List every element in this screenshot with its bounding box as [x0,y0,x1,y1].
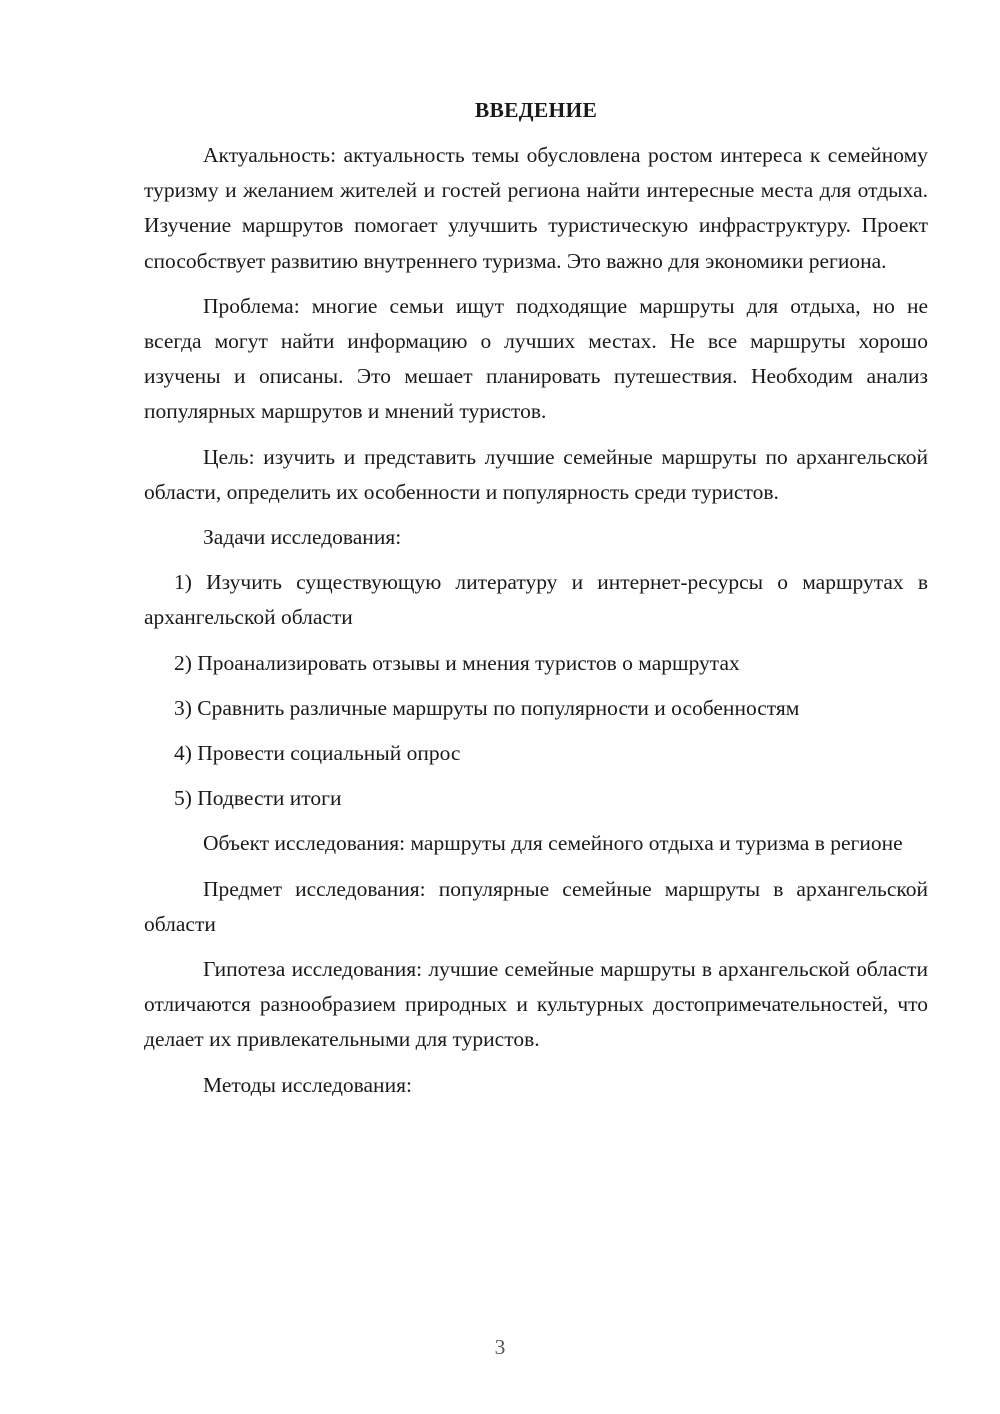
task-item: 2) Проанализировать отзывы и мнения туристов о маршрутах [174,650,740,675]
task-item: 3) Сравнить различные маршруты по популярности и особенностям [174,695,800,720]
page-number: 3 [494,1335,506,1359]
task-item: 5) Подвести итоги [174,786,342,811]
object-paragraph: Объект исследования: маршруты для семейного отдыха и туризма в регионе [203,831,903,856]
section-heading: ВВЕДЕНИЕ [474,98,598,122]
goal-paragraph: Цель: изучить и представить лучшие семейные маршруты по архангельской области, определить их особенности и популярность среди туристов. [144,444,928,504]
subject-paragraph: Предмет исследования: популярные семейные маршруты в архангельской области [144,876,928,936]
problem-paragraph: Проблема: многие семьи ищут подходящие маршруты для отдыха, но не всегда могут найти информацию о лучших местах. Не все маршруты хорошо изучены и описаны. Это мешает планировать путешествия. Необходим анализ популярных маршрутов и мнений туристов. [144,293,928,424]
relevance-paragraph: Актуальность: актуальность темы обусловлена ростом интереса к семейному туризму и желанием жителей и гостей региона найти интересные места для отдыха. Изучение маршрутов помогает улучшить туристическую инфраструктуру. Проект способствует развитию внутреннего туризма. Это важно для экономики региона. [144,143,928,273]
hypothesis-paragraph: Гипотеза исследования: лучшие семейные маршруты в архангельской области отличаются разнообразием природных и культурных достопримечательностей, что делает их привлекательными для туристов. [144,957,928,1052]
methods-heading: Методы исследования: [203,1072,412,1097]
task-item: 1) Изучить существующую литературу и интернет-ресурсы о маршрутах в архангельской области [144,570,928,630]
tasks-heading: Задачи исследования: [203,525,402,550]
task-item: 4) Провести социальный опрос [174,741,461,766]
page-body [144,96,928,1103]
tasks-list [144,565,928,816]
